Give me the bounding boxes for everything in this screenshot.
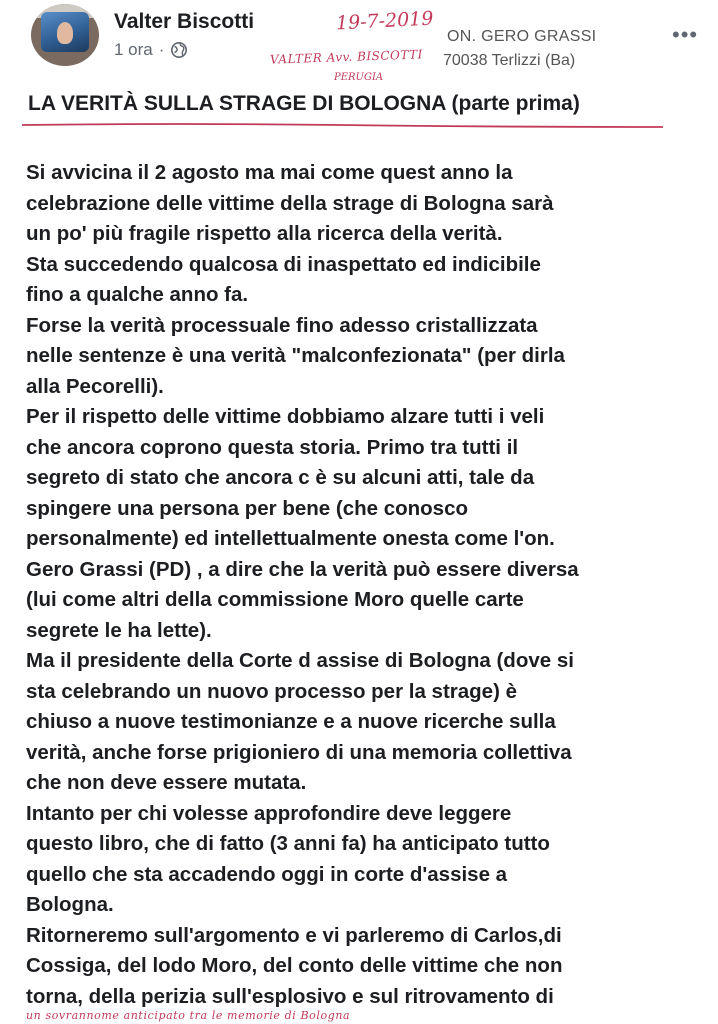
body-line: che non deve essere mutata. (26, 771, 307, 794)
body-line: che ancora coprono questa storia. Primo tra tutti il (26, 435, 519, 459)
post-meta (114, 40, 188, 60)
body-line: nelle sentenze è una verità "malconfezionata" (per dirla (26, 344, 565, 367)
body-line: questo libro, che di fatto (3 anni fa) ha anticipato tutto (26, 832, 550, 855)
stamp-name: ON. GERO GRASSI (447, 28, 597, 45)
author-name[interactable]: Valter Biscotti (114, 10, 255, 33)
handwritten-date: 19-7-2019 (335, 7, 434, 35)
body-line: Forse la verità processuale fino adesso cristallizzata (26, 313, 538, 337)
more-options-button[interactable]: ••• (672, 22, 699, 47)
body-line: spingere una persona per bene (che conosco (26, 496, 469, 520)
post-title: LA VERITÀ SULLA STRAGE DI BOLOGNA (parte prima) (28, 92, 580, 115)
handwritten-city: PERUGIA (334, 72, 384, 83)
body-line: Per il rispetto delle vittime dobbiamo alzare tutti i veli (26, 405, 545, 428)
meta-separator: · (158, 40, 165, 59)
body-line: (lui come altri della commissione Moro quelle carte (26, 588, 524, 611)
body-line: torna, della perizia sull'esplosivo e sul ritrovamento di (26, 984, 554, 1008)
avatar[interactable] (31, 4, 99, 66)
stamp-address: 70038 Terlizzi (Ba) (443, 52, 576, 69)
body-line: personalmente) ed intellettualmente onesta come l'on. (26, 527, 555, 550)
body-line: Cossiga, del lodo Moro, del conto delle vittime che non (26, 954, 563, 977)
post-body (26, 158, 706, 1012)
post-header (0, 0, 718, 86)
body-line: sta celebrando un nuovo processo per la strage) è (26, 679, 517, 703)
body-line: alla Pecorelli). (26, 374, 164, 398)
body-line: un po' più fragile rispetto alla ricerca della verità. (26, 222, 503, 245)
body-line: Ritorneremo sull'argomento e vi parleremo di Carlos,di (26, 923, 562, 947)
handwritten-footnote: un sovrannome anticipato tra le memorie di Bologna (26, 1009, 351, 1022)
body-line: segrete le ha lette). (26, 618, 212, 642)
body-line: verità, anche forse prigioniero di una memoria collettiva (26, 740, 572, 764)
body-line: quello che sta accadendo oggi in corte d'assise a (26, 862, 508, 886)
handwritten-name: VALTER Avv. BISCOTTI (269, 47, 424, 67)
body-line: fino a qualche anno fa. (26, 283, 249, 306)
body-line: chiuso a nuove testimonianze e a nuove ricerche sulla (26, 710, 556, 733)
body-line: segreto di stato che ancora c è su alcuni atti, tale da (26, 466, 535, 489)
post-time[interactable]: 1 ora (114, 40, 153, 59)
red-underline (20, 120, 665, 130)
body-line: Ma il presidente della Corte d assise di Bologna (dove si (26, 649, 574, 672)
body-line: Intanto per chi volesse approfondire deve leggere (26, 801, 512, 825)
body-line: Gero Grassi (PD) , a dire che la verità può essere diversa (26, 557, 579, 581)
body-line: Sta succedendo qualcosa di inaspettato ed indicibile (26, 252, 541, 276)
body-line: Si avvicina il 2 agosto ma mai come quest anno la (26, 161, 513, 184)
body-line: Bologna. (26, 893, 114, 916)
body-line: celebrazione delle vittime della strage di Bologna sarà (26, 191, 554, 215)
globe-icon[interactable] (170, 41, 188, 59)
